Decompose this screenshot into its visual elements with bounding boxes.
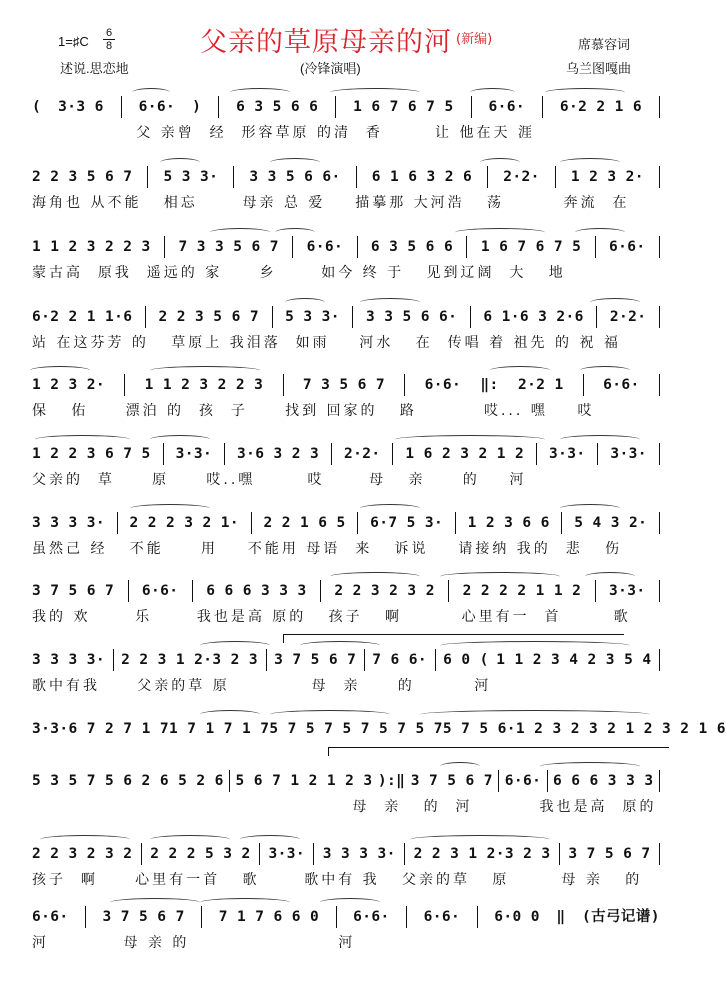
bar-line	[466, 236, 467, 258]
note-group: 5 4 3 2·	[574, 515, 648, 531]
lyric-line: 站 在这芬芳 的 草原上 我泪落 如雨 河水 在 传唱 着 祖先 的 祝 福	[32, 335, 621, 351]
slur-mark	[30, 366, 90, 375]
slur-mark	[110, 898, 200, 907]
slur-mark	[410, 835, 550, 844]
note-group: 1 2 2 3 6 7 5	[32, 446, 151, 462]
key-signature: 1=♯C	[58, 34, 89, 49]
slur-mark	[395, 435, 545, 444]
bar-line	[487, 166, 488, 188]
note-group: 6·6·	[306, 239, 344, 255]
slur-mark	[230, 88, 290, 97]
note-group: 2 2 3 1 2·3 2 3	[413, 846, 551, 862]
note-group: (古弓记谱)	[582, 909, 660, 925]
slur-mark	[150, 835, 230, 844]
note-group: 6 0 (	[443, 652, 489, 668]
note-group: 6·7 5 3·	[370, 515, 444, 531]
bar-line	[192, 580, 193, 602]
note-line	[32, 165, 660, 189]
slur-mark	[560, 504, 620, 513]
lyric-line: 海角也 从不能 相忘 母亲 总 爱 描摹那 大河浩 荡 奔流 在	[32, 195, 630, 211]
note-line	[32, 579, 660, 603]
slur-mark	[585, 572, 635, 581]
note-group: 3 7 5 6 7	[32, 583, 115, 599]
note-line	[32, 235, 660, 259]
note-group: 6 6 6 3 3 3	[206, 583, 307, 599]
score-line	[0, 648, 693, 702]
slur-mark	[40, 835, 130, 844]
bar-line	[547, 770, 548, 792]
bar-line	[147, 166, 148, 188]
note-group: 3 3 5 6 6·	[365, 309, 458, 325]
lyric-line: 歌中有我 父亲的草 原 母 亲 的 河	[32, 678, 492, 694]
time-signature-bottom: 8	[105, 40, 113, 52]
first-ending-bracket	[283, 634, 624, 643]
bar-line	[561, 512, 562, 534]
slur-mark	[270, 710, 390, 719]
slur-mark	[330, 572, 420, 581]
lyric-line: 我的 欢 乐 我也是高 原的 孩子 啊 心里有一 首 歌	[32, 609, 631, 625]
note-group: 2 2 2 5 3 2	[150, 846, 251, 862]
bar-line	[163, 443, 164, 465]
bar-line	[124, 374, 125, 396]
bar-line	[266, 649, 267, 671]
slur-mark	[545, 88, 625, 97]
bar-line	[498, 770, 499, 792]
note-group: 5 7 5 6·	[442, 721, 516, 737]
slur-mark	[200, 898, 290, 907]
lyric-line: 母 亲 的 河 我也是高 原的	[32, 799, 657, 815]
score-line	[0, 373, 693, 427]
note-group: 1 6 7 6 7 5	[353, 99, 454, 115]
bar-line	[470, 306, 471, 328]
bar-line	[272, 306, 273, 328]
bar-line	[471, 96, 472, 118]
note-group: 3·3·	[548, 446, 586, 462]
note-group: 3·3·	[175, 446, 213, 462]
bar-line	[283, 374, 284, 396]
note-group: 6 3 5 6 6	[236, 99, 319, 115]
note-group: 6 6 6 3 3 3	[553, 773, 654, 789]
note-line	[32, 769, 660, 793]
slur-mark	[285, 298, 325, 307]
note-group: 3·3·	[609, 583, 646, 599]
note-group: 2·2·	[609, 309, 647, 325]
slur-mark	[560, 158, 620, 167]
bar-line	[659, 770, 660, 792]
bar-line	[336, 906, 337, 928]
note-group: 1 2 3 6 6	[467, 515, 550, 531]
song-title	[200, 20, 492, 59]
bar-line	[595, 236, 596, 258]
note-group: 2 2 2 3 2 1·	[129, 515, 240, 531]
bar-line	[659, 166, 660, 188]
note-group: 7 1 7 6 6 0	[218, 909, 320, 925]
lyric-line: 蒙古高 原我 遥远的 家 乡 如今 终 于 见到辽阔 大 地	[32, 265, 566, 281]
slur-mark	[210, 228, 270, 237]
lyricist-credit: 席慕容词	[578, 37, 631, 52]
note-group: 1 2 3 2 3 2 1 2 3 2 1 6	[515, 721, 726, 737]
bar-line	[659, 443, 660, 465]
note-group: 7 3 3 5 6 7	[178, 239, 279, 255]
bar-line	[335, 96, 336, 118]
slur-mark	[490, 366, 550, 375]
note-group: 7 3 5 6 7	[302, 377, 386, 393]
note-group: 1 1 2 3 2 2 3	[144, 377, 264, 393]
repeat-bar-line: ‖	[556, 909, 566, 925]
slur-mark	[35, 435, 130, 444]
bar-line	[121, 96, 122, 118]
note-group: 6·6·	[141, 583, 179, 599]
note-group: 1 1 2 3 4 2 3 5 4	[496, 652, 652, 668]
slur-mark	[130, 504, 210, 513]
bar-line	[224, 443, 225, 465]
bar-line	[555, 166, 556, 188]
note-line	[32, 442, 660, 466]
lyric-line: 父 亲曾 经 形容草原 的清 香 让 他在天 涯	[32, 125, 535, 141]
slur-mark	[360, 504, 420, 513]
bar-line	[659, 236, 660, 258]
bar-line	[356, 166, 357, 188]
note-group: 3·6 3 2 3	[236, 446, 320, 462]
repeat-bar-line: ‖:	[480, 377, 499, 393]
slur-mark	[560, 435, 640, 444]
score-line	[0, 235, 693, 289]
time-signature	[103, 28, 115, 51]
note-group: 6·6·	[353, 909, 390, 925]
lyric-line: 孩子 啊 心里有一首 歌 歌中有 我 父亲的草 原 母 亲 的	[32, 872, 643, 888]
bar-line	[357, 512, 358, 534]
note-group: 5 3 3·	[285, 309, 340, 325]
note-group: 1 1 2 3 2 2 3	[32, 239, 151, 255]
bar-line	[313, 843, 314, 865]
note-group: 2 2 3 1 2·3 2 3	[121, 652, 259, 668]
bar-line	[435, 649, 436, 671]
bar-line	[659, 306, 660, 328]
repeat-bar-line: ):‖	[377, 773, 406, 789]
slur-mark	[575, 228, 625, 237]
note-group: 1 2 3 2·	[32, 377, 106, 393]
bar-line	[364, 649, 365, 671]
bar-line	[448, 580, 449, 602]
note-group: 6·0 0	[494, 909, 540, 925]
note-group: 6·6·	[423, 909, 461, 925]
note-group: 3 3 3 3·	[32, 515, 106, 531]
bar-line	[233, 166, 234, 188]
note-line	[32, 905, 660, 929]
bar-line	[229, 770, 230, 792]
time-signature-top: 6	[105, 27, 113, 39]
bar-line	[392, 443, 393, 465]
bar-line	[117, 512, 118, 534]
slur-mark	[150, 366, 260, 375]
score-line	[0, 905, 693, 959]
slur-mark	[275, 228, 315, 237]
note-line	[32, 95, 660, 119]
note-group: 3·3·	[32, 721, 69, 737]
bar-line	[331, 443, 332, 465]
score-line	[0, 165, 693, 219]
note-group: 6 3 5 6 6	[370, 239, 454, 255]
note-group: 5 7 5 7 5 7 5 7 5 7	[269, 721, 443, 737]
note-group: 6·6·	[424, 377, 462, 393]
note-group: 5 3 3·	[163, 169, 219, 185]
score-line	[0, 305, 693, 359]
slur-mark	[540, 762, 640, 771]
note-group: 2·2 1	[517, 377, 564, 393]
note-group: 6·6·	[32, 909, 69, 925]
note-group: 3·3·	[268, 846, 305, 862]
bar-line	[659, 96, 660, 118]
note-group: 6·6·	[504, 773, 542, 789]
bar-line	[113, 649, 114, 671]
note-line	[32, 373, 660, 397]
bar-line	[583, 374, 584, 396]
slur-mark	[200, 710, 260, 719]
note-group: 3 3 3 3·	[322, 846, 396, 862]
singer-credit: (冷锋演唱)	[300, 61, 361, 76]
bar-line	[128, 580, 129, 602]
note-group: 2 2 3 5 6 7	[32, 169, 133, 185]
bar-line	[201, 906, 202, 928]
bar-line	[406, 906, 407, 928]
note-group: 6·6·	[138, 99, 176, 115]
bar-line	[357, 236, 358, 258]
lyric-line: 保 佑 漂泊 的 孩 子 找到 回家的 路 哎... 嘿 哎	[32, 403, 595, 419]
note-line	[32, 511, 660, 535]
note-group: 3 3 3 3·	[32, 652, 106, 668]
note-group: 1 6 7 6 7 5	[480, 239, 582, 255]
bar-line	[85, 906, 86, 928]
bar-line	[292, 236, 293, 258]
note-group: 3 7 5 6 7	[568, 846, 651, 862]
note-group: (	[32, 99, 42, 115]
lyric-line: 虽然己 经 不能 用 不能用 母语 来 诉说 请接纳 我的 悲 伤	[32, 541, 623, 557]
lyric-line: 父亲的 草 原 哎..嘿 哎 母 亲 的 河	[32, 472, 527, 488]
slur-mark	[455, 228, 545, 237]
note-group: 1 6 2 3 2 1 2	[405, 446, 525, 462]
slur-mark	[580, 366, 630, 375]
bar-line	[595, 580, 596, 602]
note-group: 2 2 1 6 5	[263, 515, 346, 531]
slur-mark	[240, 835, 300, 844]
score-line	[0, 579, 693, 633]
slur-mark	[360, 298, 420, 307]
note-group: 2·2·	[344, 446, 381, 462]
note-group: 6·6·	[609, 239, 646, 255]
bar-line	[251, 512, 252, 534]
bar-line	[659, 374, 660, 396]
bar-line	[352, 306, 353, 328]
song-title-text: 父亲的草原母亲的河	[200, 27, 452, 58]
slur-mark	[160, 158, 200, 167]
bar-line	[455, 512, 456, 534]
bar-line	[259, 843, 260, 865]
note-group: 3 7 5 6 7	[102, 909, 185, 925]
slur-mark	[440, 572, 560, 581]
bar-line	[542, 96, 543, 118]
note-group: 6·6·	[488, 99, 525, 115]
note-group: 2 2 3 2 3 2	[334, 583, 435, 599]
note-group: 1 2 3 2·	[570, 169, 644, 185]
note-group: 3 7 5 6 7	[274, 652, 357, 668]
score-line	[0, 442, 693, 496]
composer-credit: 乌兰图嘎曲	[566, 61, 632, 76]
bar-line	[141, 843, 142, 865]
bar-line	[659, 580, 660, 602]
note-group: 5 6 7 1 2 1 2 3	[235, 773, 373, 789]
bar-line	[477, 906, 478, 928]
note-group: 7 6 6·	[372, 652, 428, 668]
slur-mark	[330, 88, 420, 97]
score-line	[0, 95, 693, 149]
note-group: 2 2 3 2 3 2	[32, 846, 133, 862]
bar-line	[659, 649, 660, 671]
bar-line	[659, 512, 660, 534]
note-group: 3 3 5 6 6·	[249, 169, 341, 185]
bar-line	[536, 443, 537, 465]
note-group: 6·2 2 1 1·6	[32, 309, 133, 325]
score-line	[0, 511, 693, 565]
bar-line	[320, 580, 321, 602]
note-group: 1 7 1 7 1 7	[168, 721, 270, 737]
second-ending-bracket	[328, 747, 669, 756]
note-group: 2 2 3 5 6 7	[158, 309, 259, 325]
note-line	[32, 717, 726, 741]
title-note: (新编)	[456, 32, 493, 47]
note-group: 6·6·	[603, 377, 640, 393]
note-group: 3 7 5 6 7	[410, 773, 493, 789]
note-group: 3·3·	[610, 446, 647, 462]
slur-mark	[440, 762, 480, 771]
bar-line	[218, 96, 219, 118]
score-line	[0, 769, 693, 823]
slur-mark	[320, 898, 380, 907]
note-group: 3·3 6	[58, 99, 104, 115]
slur-mark	[590, 298, 640, 307]
bar-line	[559, 843, 560, 865]
slur-mark	[480, 158, 520, 167]
note-line	[32, 842, 660, 866]
note-group: 6·2 2 1 6	[559, 99, 643, 115]
note-group: 2·2·	[503, 169, 540, 185]
narration-mark: 述说.思恋地	[60, 61, 129, 76]
note-line	[32, 305, 660, 329]
bar-line	[404, 374, 405, 396]
lyric-line: 河 母 亲 的 河	[32, 935, 356, 951]
note-group: 6 1 6 3 2 6	[371, 169, 473, 185]
note-group: )	[192, 99, 202, 115]
score-line	[0, 842, 693, 896]
slur-mark	[132, 88, 170, 97]
note-line	[32, 648, 660, 672]
note-group: 2 2 2 2 1 1 2	[462, 583, 582, 599]
bar-line	[597, 443, 598, 465]
bar-line	[404, 843, 405, 865]
slur-mark	[150, 435, 210, 444]
note-group: 6 7 2 7 1 7	[68, 721, 169, 737]
slur-mark	[470, 88, 515, 97]
note-group: 6 1·6 3 2·6	[483, 309, 584, 325]
bar-line	[659, 843, 660, 865]
bar-line	[145, 306, 146, 328]
slur-mark	[420, 710, 650, 719]
note-group: 5 3 5 7 5 6 2 6 5 2 6	[32, 773, 224, 789]
slur-mark	[270, 158, 320, 167]
bar-line	[596, 306, 597, 328]
slur-mark	[200, 641, 270, 650]
bar-line	[164, 236, 165, 258]
